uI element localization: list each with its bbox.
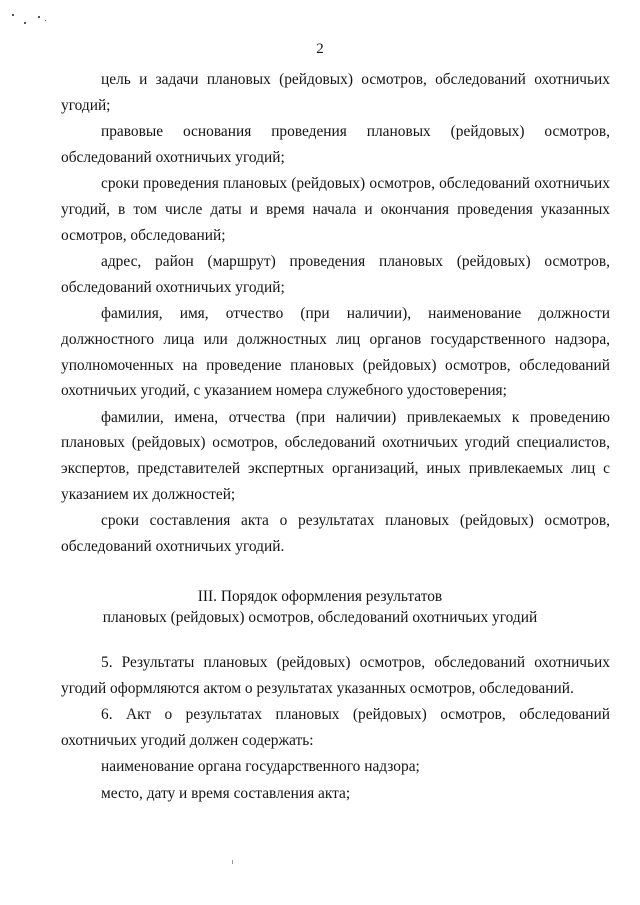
list-item: фамилии, имена, отчества (при наличии) привлекаемых к проведению плановых (рейдовых) осмотров, обследований охотничьих угодий специалистов, экспертов, представителей экспертных организаций, иных привлекаемых лиц с указанием их должностей; — [61, 408, 610, 503]
list-item: фамилия, имя, отчество (при наличии), наименование должности должностного лица или должностных лиц органов государственного надзора, уполномоченных на проведение плановых (рейдовых) осмотров, обследований охотничьих угодий, с указанием номера служебного удостоверения; — [61, 305, 610, 400]
scan-speck — [24, 22, 26, 24]
numbered-paragraph: 6. Акт о результатах плановых (рейдовых) осмотров, обследований охотничьих угодий должен содержать: — [61, 706, 610, 749]
list-item: сроки проведения плановых (рейдовых) осмотров, обследований охотничьих угодий, в том числе даты и время начала и окончания проведения указанных осмотров, обследований; — [61, 175, 610, 244]
numbered-paragraph: 5. Результаты плановых (рейдовых) осмотров, обследований охотничьих угодий оформляются актом о результатах указанных осмотров, обследований. — [61, 654, 610, 697]
scan-speck — [45, 20, 46, 21]
list-item: место, дату и время составления акта; — [101, 784, 351, 802]
page-number: 2 — [316, 41, 324, 57]
list-item: наименование органа государственного надзора; — [101, 758, 420, 776]
section-heading — [0, 586, 640, 628]
list-item: цель и задачи плановых (рейдовых) осмотров, обследований охотничьих угодий; — [61, 71, 610, 114]
section-title-line-1: III. Порядок оформления результатов — [197, 588, 443, 605]
scan-mark — [232, 860, 233, 864]
document-body — [61, 67, 610, 559]
document-body-continued — [61, 650, 610, 807]
section-title-line-2: плановых (рейдовых) осмотров, обследований охотничьих угодий — [102, 609, 538, 626]
scan-speck — [38, 16, 40, 18]
list-item: адрес, район (маршрут) проведения плановых (рейдовых) осмотров, обследований охотничьих угодий; — [61, 253, 610, 296]
list-item: сроки составления акта о результатах плановых (рейдовых) осмотров, обследований охотничьих угодий. — [61, 512, 610, 555]
scan-speck — [12, 14, 14, 16]
list-item: правовые основания проведения плановых (рейдовых) осмотров, обследований охотничьих угодий; — [61, 123, 610, 166]
